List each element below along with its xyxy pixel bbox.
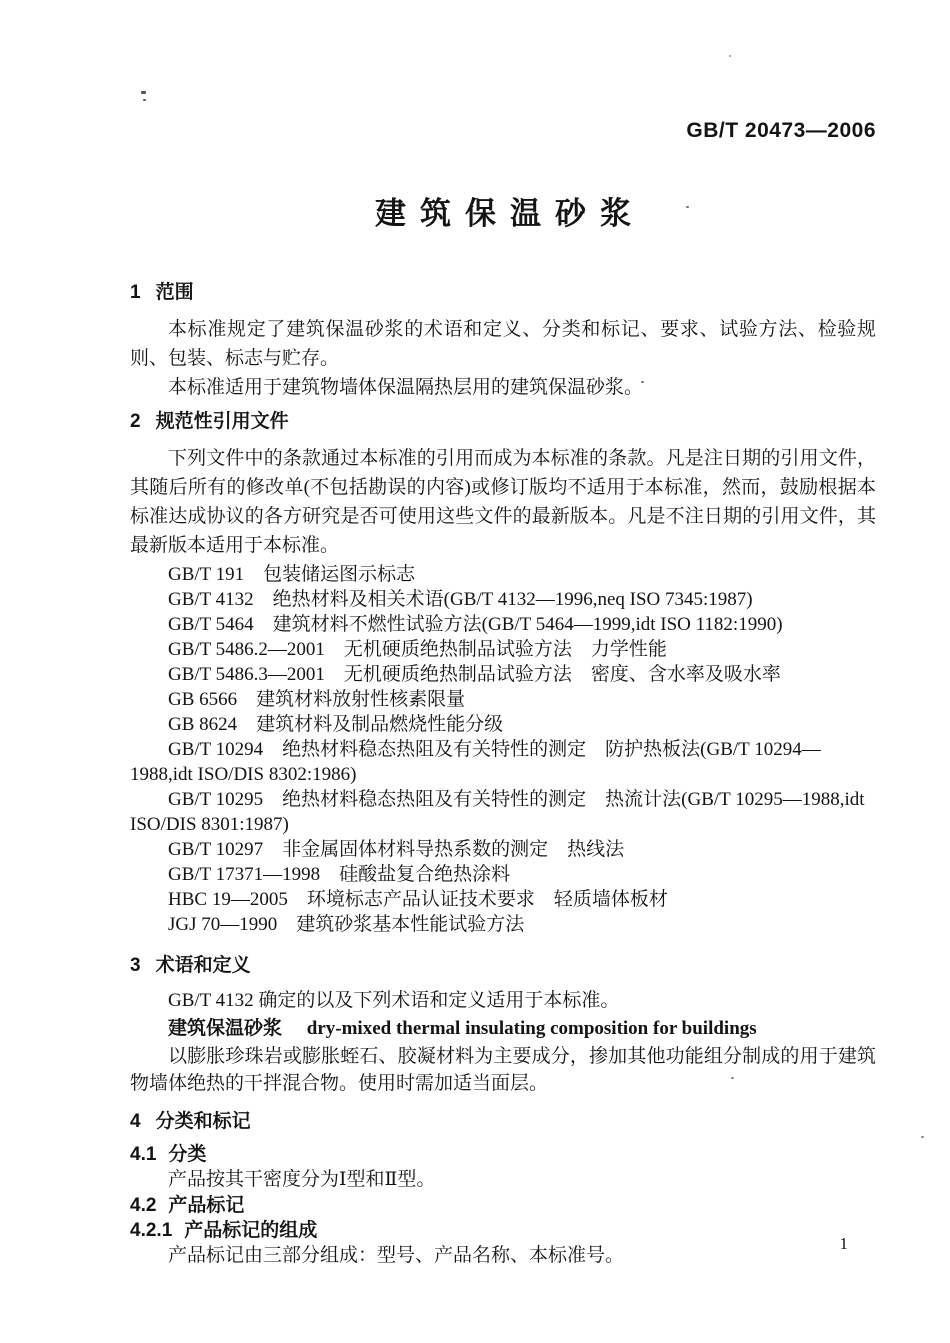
- section-title: 术语和定义: [155, 955, 251, 976]
- section-heading-terms-definitions: [130, 953, 876, 979]
- scan-speck: [921, 1136, 924, 1138]
- section-title: 分类: [168, 1144, 207, 1165]
- section-title: 产品标记的组成: [184, 1220, 318, 1241]
- standard-number: GB/T 20473—2006: [686, 119, 876, 142]
- reference-item: HBC 19—2005 环境标志产品认证技术要求 轻质墙体板材: [168, 889, 668, 910]
- reference-item: GB/T 5486.3—2001 无机硬质绝热制品试验方法 密度、含水率及吸水率: [168, 664, 781, 685]
- paragraph-scope-1: 本标准规定了建筑保温砂浆的术语和定义、分类和标记、要求、试验方法、检验规则、包装、标志与贮存。: [130, 319, 876, 369]
- reference-item: JGJ 70—1990 建筑砂浆基本性能试验方法: [168, 914, 525, 935]
- section-title: 分类和标记: [155, 1111, 251, 1132]
- reference-item: GB/T 4132 绝热材料及相关术语(GB/T 4132—1996,neq ISO 7345:1987): [168, 589, 753, 610]
- reference-item: GB/T 5486.2—2001 无机硬质绝热制品试验方法 力学性能: [168, 639, 667, 660]
- section-number: 4.2: [130, 1195, 157, 1216]
- page-content: [130, 0, 876, 1269]
- subsection-heading-marking-composition: [130, 1218, 876, 1243]
- paragraph-marking-composition: 产品标记由三部分组成：型号、产品名称、本标准号。: [168, 1245, 625, 1266]
- document-title: 建筑保温砂浆: [375, 196, 645, 231]
- paragraph-classification: 产品按其干密度分为Ⅰ型和Ⅱ型。: [168, 1169, 436, 1190]
- section-heading-scope: [130, 280, 876, 306]
- section-heading-classification-marking: [130, 1109, 876, 1135]
- section-heading-normative-references: [130, 409, 876, 435]
- section-title: 产品标记: [168, 1195, 245, 1216]
- paragraph-terms-intro: GB/T 4132 确定的以及下列术语和定义适用于本标准。: [168, 990, 620, 1011]
- paragraph-scope-2: 本标准适用于建筑物墙体保温隔热层用的建筑保温砂浆。: [168, 377, 644, 398]
- subsection-heading-product-marking: [130, 1193, 876, 1218]
- reference-item: GB/T 10295 绝热材料稳态热阻及有关特性的测定 热流计法(GB/T 10295—1988,idt ISO/DIS 8301:1987): [130, 789, 865, 835]
- reference-item: GB/T 10294 绝热材料稳态热阻及有关特性的测定 防护热板法(GB/T 10294—1988,idt ISO/DIS 8302:1986): [130, 739, 821, 785]
- subsection-heading-classification: [130, 1142, 876, 1167]
- reference-item: GB/T 5464 建筑材料不燃性试验方法(GB/T 5464—1999,idt ISO 1182:1990): [168, 614, 783, 635]
- page-number: 1: [839, 1234, 848, 1253]
- section-number: 3: [130, 955, 141, 976]
- term-chinese: 建筑保温砂浆: [168, 1018, 283, 1039]
- reference-item: GB/T 17371—1998 硅酸盐复合绝热涂料: [168, 864, 511, 885]
- reference-item: GB 6566 建筑材料放射性核素限量: [168, 689, 466, 710]
- section-title: 范围: [155, 282, 194, 303]
- reference-item: GB/T 10297 非金属固体材料导热系数的测定 热线法: [168, 839, 625, 860]
- term-english: dry-mixed thermal insulating composition for buildings: [306, 1018, 757, 1039]
- reference-item: GB/T 191 包装储运图示标志: [168, 564, 416, 585]
- section-number: 4: [130, 1111, 141, 1132]
- term-entry: [130, 1015, 876, 1043]
- paragraph-references-intro: 下列文件中的条款通过本标准的引用而成为本标准的条款。凡是注日期的引用文件，其随后所有的修改单(不包括勘误的内容)或修订版均不适用于本标准，然而，鼓励根据本标准达成协议的各方研究是否可使用这些文件的最新版本。凡是不注日期的引用文件，其最新版本适用于本标准。: [130, 448, 876, 556]
- reference-item: GB 8624 建筑材料及制品燃烧性能分级: [168, 714, 504, 735]
- paragraph-term-definition: 以膨胀珍珠岩或膨胀蛭石、胶凝材料为主要成分，掺加其他功能组分制成的用于建筑物墙体绝热的干拌混合物。使用时需加适当面层。: [130, 1046, 876, 1094]
- section-number: 2: [130, 411, 141, 432]
- section-number: 1: [130, 282, 141, 303]
- reference-list: [130, 562, 876, 937]
- section-number: 4.2.1: [130, 1220, 173, 1241]
- section-title: 规范性引用文件: [155, 411, 289, 432]
- section-number: 4.1: [130, 1144, 157, 1165]
